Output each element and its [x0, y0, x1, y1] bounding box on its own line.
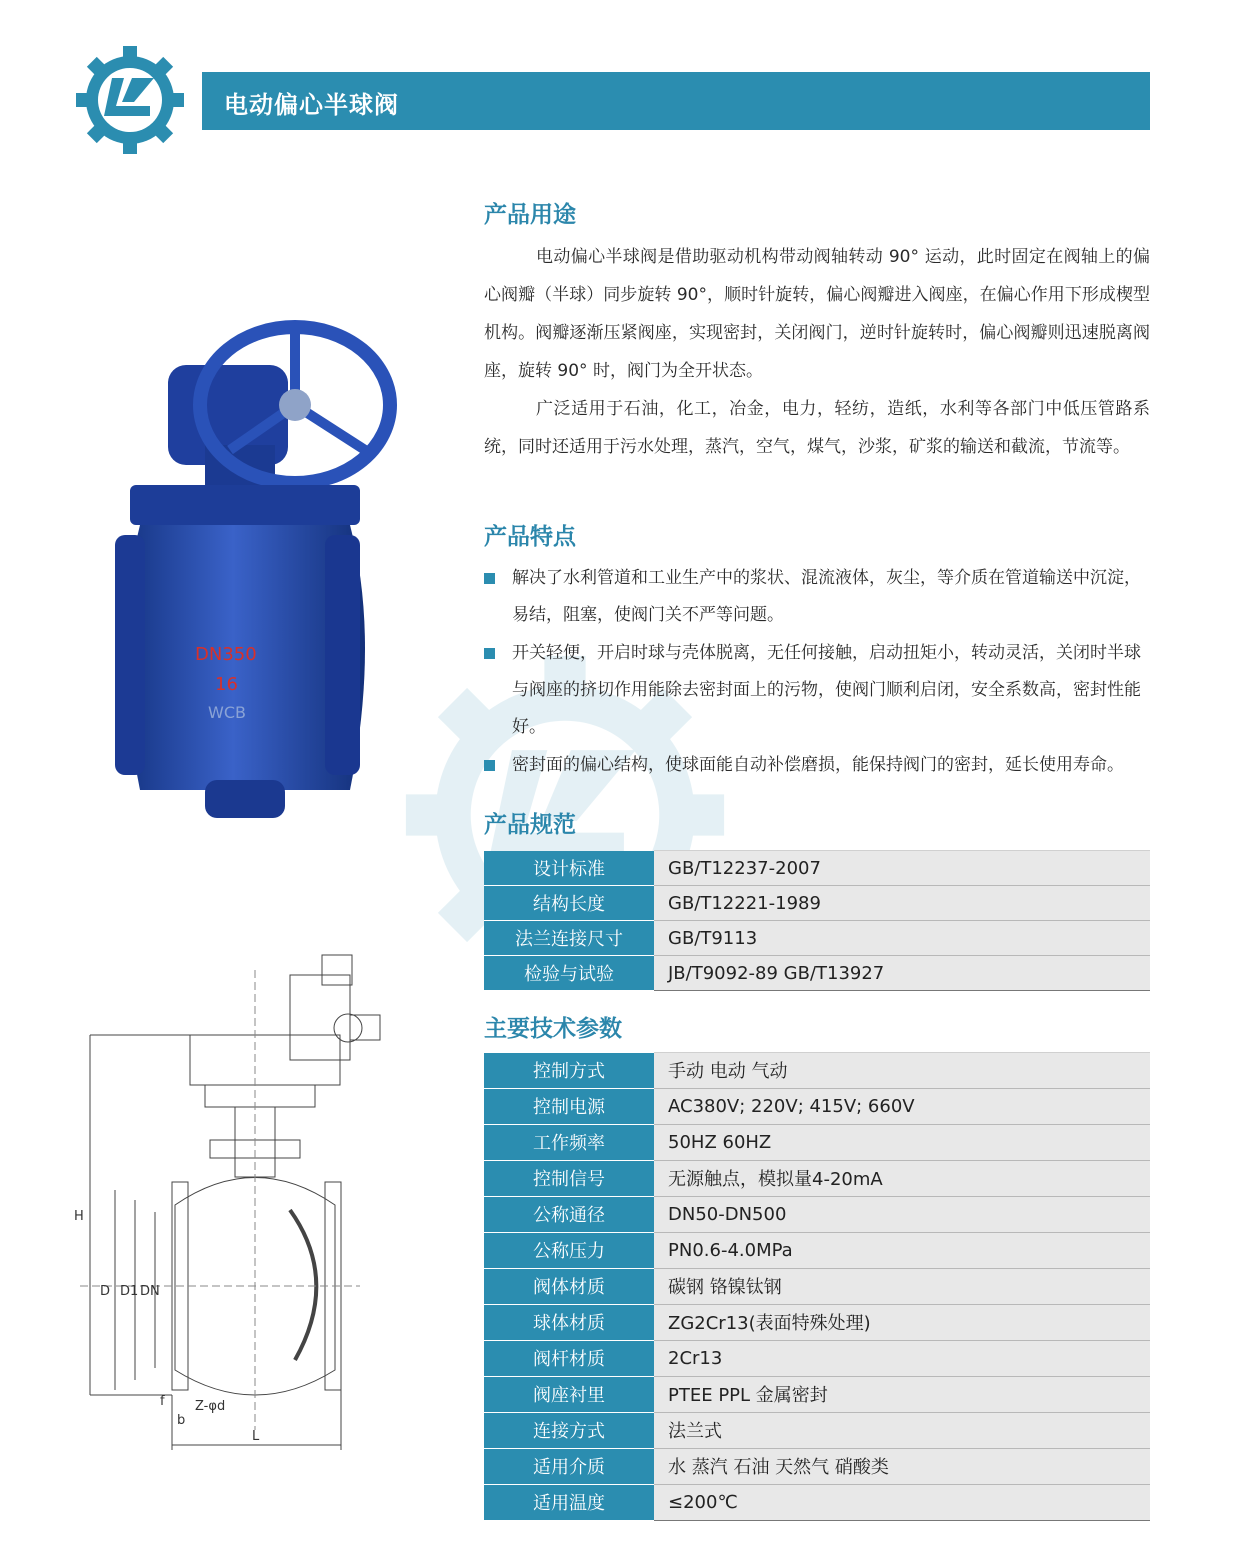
param-key: 控制信号: [484, 1160, 654, 1196]
param-value: PTEE PPL 金属密封: [654, 1376, 1150, 1412]
param-key: 阀杆材质: [484, 1340, 654, 1376]
usage-paragraph-1: 电动偏心半球阀是借助驱动机构带动阀轴转动 90° 运动，此时固定在阀轴上的偏心阀瓣（半球）同步旋转 90°，顺时针旋转，偏心阀瓣进入阀座，在偏心作用下形成楔型机构。阀瓣逐渐压紧阀座，实现密封，关闭阀门，逆时针旋转时，偏心阀瓣则迅速脱离阀座，旋转 90° 时，阀门为全开状态。: [484, 247, 1150, 381]
drawing-label-l: L: [252, 1429, 260, 1444]
spec-heading: 产品规范: [484, 812, 576, 838]
param-key: 适用介质: [484, 1448, 654, 1484]
title-bar: [202, 72, 1150, 130]
drawing-label-d: D: [100, 1284, 111, 1299]
table-row: [484, 851, 1150, 886]
table-row: [484, 921, 1150, 956]
photo-marking-dn: DN350: [195, 644, 257, 665]
param-key: 阀座衬里: [484, 1376, 654, 1412]
drawing-label-d1: D1: [120, 1284, 139, 1299]
drawing-label-zd: Z-φd: [195, 1399, 226, 1414]
table-row: [484, 1268, 1150, 1304]
usage-paragraph-2: 广泛适用于石油，化工，冶金，电力，轻纺，造纸，水利等各部门中低压管路系统，同时还适用于污水处理，蒸汽，空气，煤气，沙浆，矿浆的输送和截流，节流等。: [484, 399, 1150, 457]
features-heading: 产品特点: [484, 524, 576, 550]
spec-key: 结构长度: [484, 886, 654, 921]
spec-value: GB/T9113: [654, 921, 1150, 956]
param-value: AC380V; 220V; 415V; 660V: [654, 1088, 1150, 1124]
param-key: 公称压力: [484, 1232, 654, 1268]
spec-key: 检验与试验: [484, 956, 654, 991]
params-table: [484, 1052, 1150, 1521]
feature-text: 解决了水利管道和工业生产中的浆状、混流液体，灰尘，等介质在管道输送中沉淀，易结，阻塞，使阀门关不严等问题。: [512, 568, 1141, 625]
drawing-label-h: H: [74, 1209, 84, 1224]
param-value: ZG2Cr13(表面特殊处理): [654, 1304, 1150, 1340]
drawing-label-b: b: [177, 1413, 186, 1428]
feature-text: 开关轻便，开启时球与壳体脱离，无任何接触，启动扭矩小，转动灵活，关闭时半球与阀座的挤切作用能除去密封面上的污物，使阀门顺利启闭，安全系数高，密封性能好。: [512, 643, 1141, 737]
param-key: 控制电源: [484, 1088, 654, 1124]
param-value: 水 蒸汽 石油 天然气 硝酸类: [654, 1448, 1150, 1484]
param-key: 阀体材质: [484, 1268, 654, 1304]
table-row: [484, 1376, 1150, 1412]
param-key: 控制方式: [484, 1053, 654, 1089]
company-logo: [74, 44, 186, 156]
spec-value: JB/T9092-89 GB/T13927: [654, 956, 1150, 991]
spec-key: 法兰连接尺寸: [484, 921, 654, 956]
page-title: 电动偏心半球阀: [224, 91, 399, 119]
param-value: 手动 电动 气动: [654, 1053, 1150, 1089]
table-row: [484, 1160, 1150, 1196]
spec-value: GB/T12237-2007: [654, 851, 1150, 886]
drawing-label-f: f: [160, 1394, 165, 1409]
feature-item: [484, 747, 1154, 784]
table-row: [484, 1196, 1150, 1232]
param-key: 公称通径: [484, 1196, 654, 1232]
param-value: PN0.6-4.0MPa: [654, 1232, 1150, 1268]
bullet-square-icon: [484, 648, 495, 659]
bullet-square-icon: [484, 573, 495, 584]
spec-table: [484, 850, 1150, 991]
param-key: 工作频率: [484, 1124, 654, 1160]
spec-key: 设计标准: [484, 851, 654, 886]
photo-marking-pn: 16: [215, 674, 238, 695]
feature-text: 密封面的偏心结构，使球面能自动补偿磨损，能保持阀门的密封，延长使用寿命。: [512, 755, 1124, 775]
param-value: 50HZ 60HZ: [654, 1124, 1150, 1160]
table-row: [484, 1088, 1150, 1124]
table-row: [484, 886, 1150, 921]
param-value: DN50-DN500: [654, 1196, 1150, 1232]
table-row: [484, 1484, 1150, 1520]
table-row: [484, 1124, 1150, 1160]
bullet-square-icon: [484, 760, 495, 771]
table-row: [484, 1412, 1150, 1448]
spec-value: GB/T12221-1989: [654, 886, 1150, 921]
feature-item: [484, 635, 1154, 746]
table-row: [484, 1340, 1150, 1376]
param-value: 法兰式: [654, 1412, 1150, 1448]
feature-item: [484, 560, 1154, 634]
param-key: 适用温度: [484, 1484, 654, 1520]
param-value: 碳钢 铬镍钛钢: [654, 1268, 1150, 1304]
table-row: [484, 956, 1150, 991]
param-value: 无源触点，模拟量4-20mA: [654, 1160, 1150, 1196]
param-value: ≤200℃: [654, 1484, 1150, 1520]
param-key: 连接方式: [484, 1412, 654, 1448]
table-row: [484, 1232, 1150, 1268]
table-row: [484, 1053, 1150, 1089]
valve-photo: [110, 300, 410, 830]
param-key: 球体材质: [484, 1304, 654, 1340]
table-row: [484, 1304, 1150, 1340]
photo-marking-mat: WCB: [208, 703, 246, 722]
params-heading: 主要技术参数: [484, 1016, 622, 1042]
param-value: 2Cr13: [654, 1340, 1150, 1376]
table-row: [484, 1448, 1150, 1484]
usage-heading: 产品用途: [484, 202, 576, 228]
drawing-label-dn: DN: [140, 1284, 160, 1299]
valve-drawing: [60, 950, 390, 1460]
